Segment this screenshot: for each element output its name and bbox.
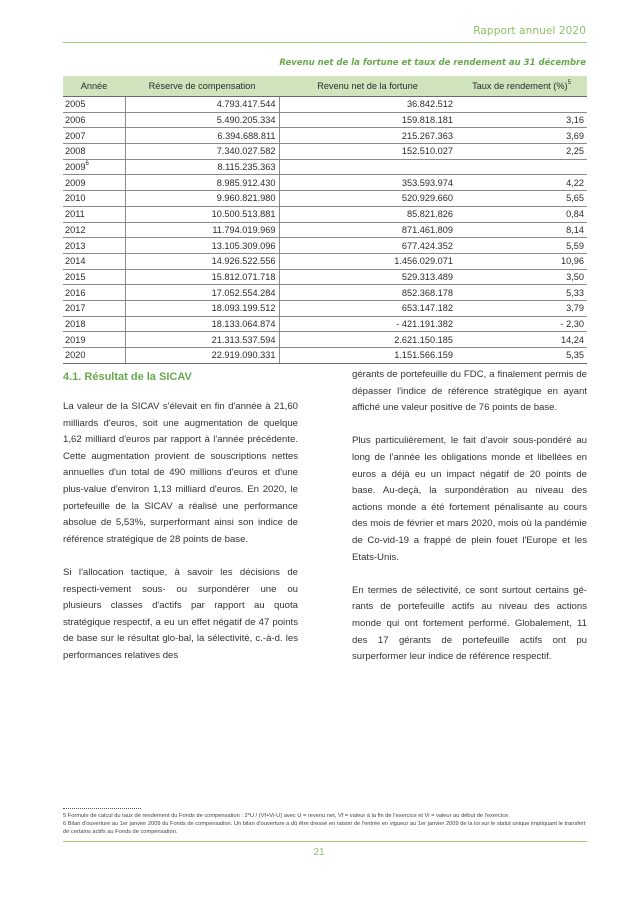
cell-revenue: 85.821.826 bbox=[279, 206, 456, 222]
cell-year: 2011 bbox=[63, 206, 125, 222]
cell-reserve: 8.115.235.363 bbox=[125, 159, 279, 175]
cell-revenue: 852.368.178 bbox=[279, 285, 456, 301]
table-row bbox=[63, 191, 587, 207]
cell-reserve: 22.919.090.331 bbox=[125, 348, 279, 364]
cell-rate: 5,33 bbox=[456, 285, 587, 301]
cell-year: 2020 bbox=[63, 348, 125, 364]
cell-reserve: 4.793.417.544 bbox=[125, 97, 279, 113]
cell-revenue: 2.621.150.185 bbox=[279, 332, 456, 348]
cell-year: 2009$^6$ bbox=[63, 159, 125, 175]
cell-year: 2015 bbox=[63, 269, 125, 285]
cell-revenue: 871.461.809 bbox=[279, 222, 456, 238]
cell-revenue: 677.424.352 bbox=[279, 238, 456, 254]
table-row bbox=[63, 159, 587, 175]
table-row bbox=[63, 206, 587, 222]
col-header-rate: Taux de rendement (%)$^5$ bbox=[456, 76, 587, 97]
table-row bbox=[63, 300, 587, 316]
table-row bbox=[63, 332, 587, 348]
cell-year: 2014 bbox=[63, 253, 125, 269]
cell-rate: 5,59 bbox=[456, 238, 587, 254]
cell-rate: 2,25 bbox=[456, 144, 587, 160]
cell-revenue: 215.267.363 bbox=[279, 128, 456, 144]
cell-reserve: 7.340.027.582 bbox=[125, 144, 279, 160]
cell-year: 2010 bbox=[63, 191, 125, 207]
cell-revenue: 1.151.566.159 bbox=[279, 348, 456, 364]
table-row bbox=[63, 97, 587, 113]
cell-revenue bbox=[279, 159, 456, 175]
table-row bbox=[63, 238, 587, 254]
cell-reserve: 14.926.522.556 bbox=[125, 253, 279, 269]
table-row bbox=[63, 175, 587, 191]
cell-rate: 0,84 bbox=[456, 206, 587, 222]
cell-reserve: 10.500.513.881 bbox=[125, 206, 279, 222]
cell-year: 2009 bbox=[63, 175, 125, 191]
cell-reserve: 18.093.199.512 bbox=[125, 300, 279, 316]
cell-year: 2005 bbox=[63, 97, 125, 113]
table-row bbox=[63, 253, 587, 269]
cell-rate: 5,65 bbox=[456, 191, 587, 207]
cell-year: 2006 bbox=[63, 112, 125, 128]
paragraph: Si l'allocation tactique, à savoir les décisions de respecti-vement sous- ou surpondérer une ou plusieurs classes d'actifs par rapport au quota stratégique respectif, a eu un effet négatif de 47 points de base sur le résultat glo-bal, la sélectivité, c.-à-d. les performances relatives des bbox=[63, 566, 298, 661]
left-column bbox=[63, 370, 298, 681]
cell-rate: 5,35 bbox=[456, 348, 587, 364]
cell-revenue: - 421.191.382 bbox=[279, 316, 456, 332]
col-header-reserve: Réserve de compensation bbox=[125, 76, 279, 97]
table-caption: Revenu net de la fortune et taux de rendement au 31 décembre bbox=[279, 58, 586, 68]
cell-reserve: 5.490.205.334 bbox=[125, 112, 279, 128]
cell-revenue: 353.593.974 bbox=[279, 175, 456, 191]
cell-revenue: 520.929.660 bbox=[279, 191, 456, 207]
cell-year: 2007 bbox=[63, 128, 125, 144]
table-row bbox=[63, 269, 587, 285]
footer-rule bbox=[63, 841, 587, 842]
cell-revenue: 159.818.181 bbox=[279, 112, 456, 128]
table-row bbox=[63, 128, 587, 144]
table-row bbox=[63, 144, 587, 160]
col-header-year: Année bbox=[63, 76, 125, 97]
returns-table bbox=[63, 76, 587, 364]
cell-year: 2018 bbox=[63, 316, 125, 332]
footnote-rule bbox=[63, 808, 141, 809]
cell-year: 2013 bbox=[63, 238, 125, 254]
cell-rate: 4,22 bbox=[456, 175, 587, 191]
table-row bbox=[63, 285, 587, 301]
right-column bbox=[352, 367, 587, 682]
cell-reserve: 6.394.688.811 bbox=[125, 128, 279, 144]
cell-rate: 3,16 bbox=[456, 112, 587, 128]
cell-revenue: 529.313.489 bbox=[279, 269, 456, 285]
cell-rate: - 2,30 bbox=[456, 316, 587, 332]
cell-year: 2017 bbox=[63, 300, 125, 316]
cell-reserve: 18.133.064.874 bbox=[125, 316, 279, 332]
cell-year: 2016 bbox=[63, 285, 125, 301]
cell-reserve: 17.052.554.284 bbox=[125, 285, 279, 301]
table-row bbox=[63, 112, 587, 128]
cell-reserve: 13.105.309.096 bbox=[125, 238, 279, 254]
col-header-revenue: Revenu net de la fortune bbox=[279, 76, 456, 97]
page-number: 21 bbox=[313, 847, 325, 858]
paragraph: Plus particulièrement, le fait d'avoir sous-pondéré au long de l'année les obligations monde et libellées en euros a déjà eu un impact négatif de 20 points de base. Au-deçà, la surpondération au niveau des actions monde a été fortement pénalisante au cours des mois de février et mars 2020, mois où la pandémie de Co-vid-19 a frappé de plein fouet l'Europe et les Etats-Unis. bbox=[352, 435, 587, 563]
paragraph: gérants de portefeuille du FDC, a finalement permis de dépasser l'indice de référence stratégique en ayant affiché une valeur positive de 76 points de base. bbox=[352, 369, 587, 414]
table-row bbox=[63, 348, 587, 364]
cell-rate bbox=[456, 97, 587, 113]
footnote: 5 Formule de calcul du taux de rendement du Fonds de compensation : 2*U / (Vf+Vi-U) avec U = revenu net, Vf = valeur à la fin de l'exercice et Vi = valeur au début de l'exercice. bbox=[63, 813, 510, 819]
cell-reserve: 8.985.912.430 bbox=[125, 175, 279, 191]
footnote: 6 Bilan d'ouverture au 1er janvier 2009 du Fonds de compensation. Un bilan d'ouverture a dû être dressé en raison de l'entrée en vigueur au 1er janvier 2009 de la loi sur le statut unique impliquant le transfert de certains actifs au Fonds de compensation. bbox=[63, 821, 586, 835]
paragraph: En termes de sélectivité, ce sont surtout certains gé-rants de portefeuille actifs au niveau des actions monde qui ont fortement performé. Globalement, 11 des 17 gérants de portefeuille actifs ont pu surperformer leur indice de référence respectif. bbox=[352, 584, 587, 663]
cell-rate bbox=[456, 159, 587, 175]
cell-revenue: 36.842.512 bbox=[279, 97, 456, 113]
cell-year: 2008 bbox=[63, 144, 125, 160]
cell-rate: 3,79 bbox=[456, 300, 587, 316]
cell-reserve: 15.812.071.718 bbox=[125, 269, 279, 285]
report-title: Rapport annuel 2020 bbox=[473, 25, 586, 37]
cell-reserve: 9.960.821.980 bbox=[125, 191, 279, 207]
paragraph: La valeur de la SICAV s'élevait en fin d'année à 21,60 milliards d'euros, soit une augmentation de quelque 1,62 milliard d'euros par rapport à l'année précédente. Cette augmentation provient de souscriptions nettes annuelles d'un total de 490 millions d'euros et d'une plus-value d'environ 1,13 milliard d'euros. En 2020, le portefeuille de la SICAV a réalisé une performance absolue de 5,53%, surperformant ainsi son indice de référence stratégique de 28 points de base. bbox=[63, 401, 298, 545]
cell-reserve: 11.794.019.969 bbox=[125, 222, 279, 238]
cell-reserve: 21.313.537.594 bbox=[125, 332, 279, 348]
cell-revenue: 152.510.027 bbox=[279, 144, 456, 160]
footnotes bbox=[63, 812, 593, 836]
cell-year: 2019 bbox=[63, 332, 125, 348]
table-row bbox=[63, 222, 587, 238]
cell-rate: 10,96 bbox=[456, 253, 587, 269]
section-heading: 4.1. Résultat de la SICAV bbox=[63, 371, 192, 383]
cell-revenue: 1.456.029.071 bbox=[279, 253, 456, 269]
table-row bbox=[63, 316, 587, 332]
cell-rate: 3,50 bbox=[456, 269, 587, 285]
cell-rate: 14,24 bbox=[456, 332, 587, 348]
cell-rate: 8,14 bbox=[456, 222, 587, 238]
cell-revenue: 653.147.182 bbox=[279, 300, 456, 316]
cell-rate: 3,69 bbox=[456, 128, 587, 144]
cell-year: 2012 bbox=[63, 222, 125, 238]
